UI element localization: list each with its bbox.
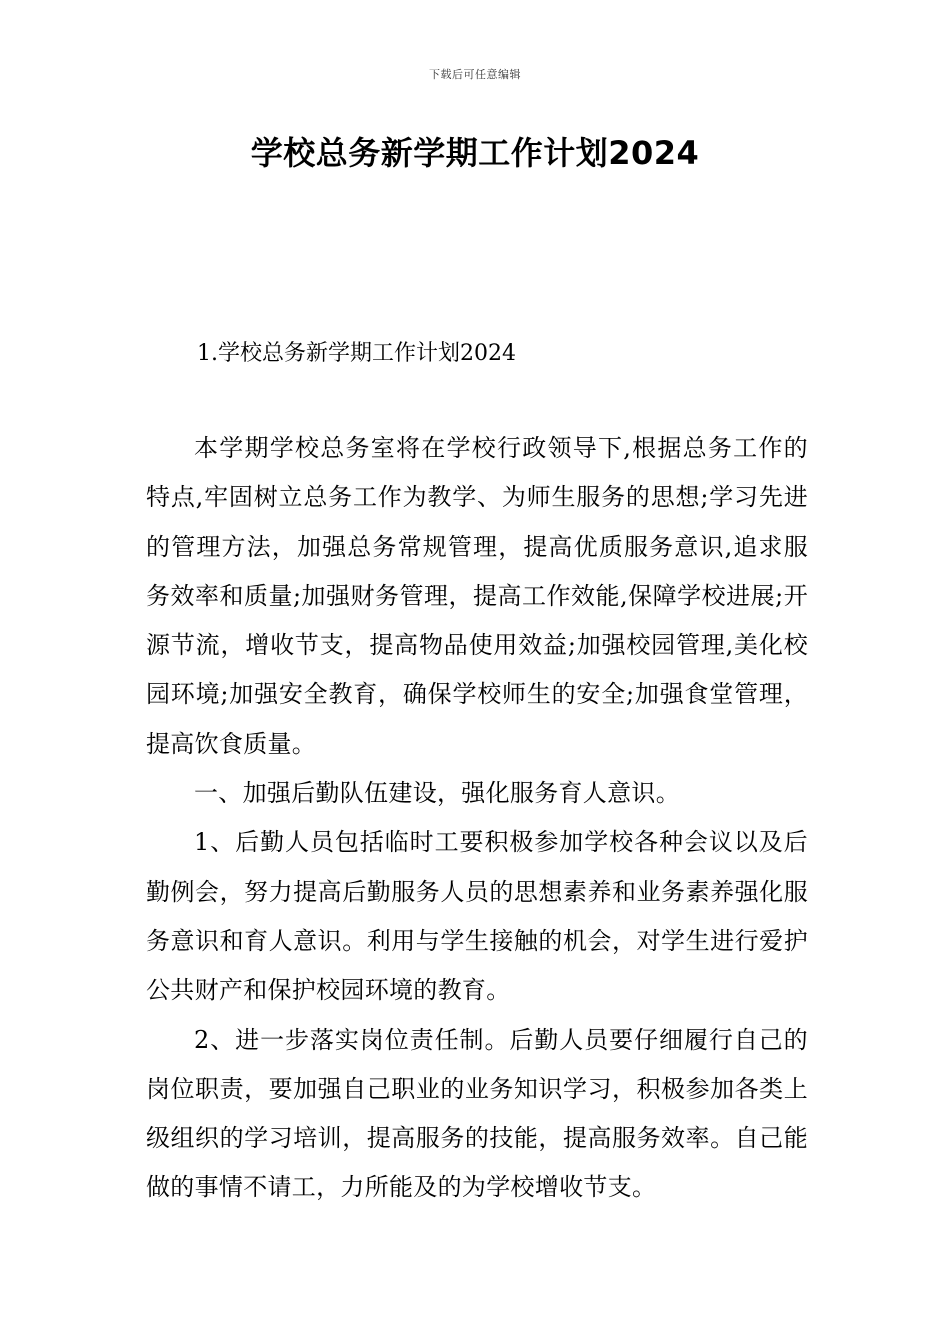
document-title: 学校总务新学期工作计划2024	[250, 134, 700, 172]
header-note: 下载后可任意编辑	[429, 68, 521, 81]
paragraph-item-1: 1、后勤人员包括临时工要积极参加学校各种会议以及后勤例会，努力提高后勤服务人员的思想素养和业务素养强化服务意识和育人意识。利用与学生接触的机会，对学生进行爱护公共财产和保护校园环境的教育。	[146, 828, 808, 1005]
document-body	[146, 424, 808, 1213]
paragraph-item-2: 2、进一步落实岗位责任制。后勤人员要仔细履行自己的岗位职责，要加强自己职业的业务知识学习，积极参加各类上级组织的学习培训，提高服务的技能，提高服务效率。自己能做的事情不请工，力所能及的为学校增收节支。	[146, 1025, 808, 1202]
section-heading: 1.学校总务新学期工作计划2024	[197, 341, 516, 366]
paragraph-intro: 本学期学校总务室将在学校行政领导下,根据总务工作的特点,牢固树立总务工作为教学、为师生服务的思想;学习先进的管理方法，加强总务常规管理，提高优质服务意识,追求服务效率和质量;加强财务管理，提高工作效能,保障学校进展;开源节流，增收节支，提高物品使用效益;加强校园管理,美化校园环境;加强安全教育，确保学校师生的安全;加强食堂管理，提高饮食质量。	[146, 434, 808, 758]
paragraph-heading-one: 一、加强后勤队伍建设，强化服务育人意识。	[194, 779, 680, 808]
